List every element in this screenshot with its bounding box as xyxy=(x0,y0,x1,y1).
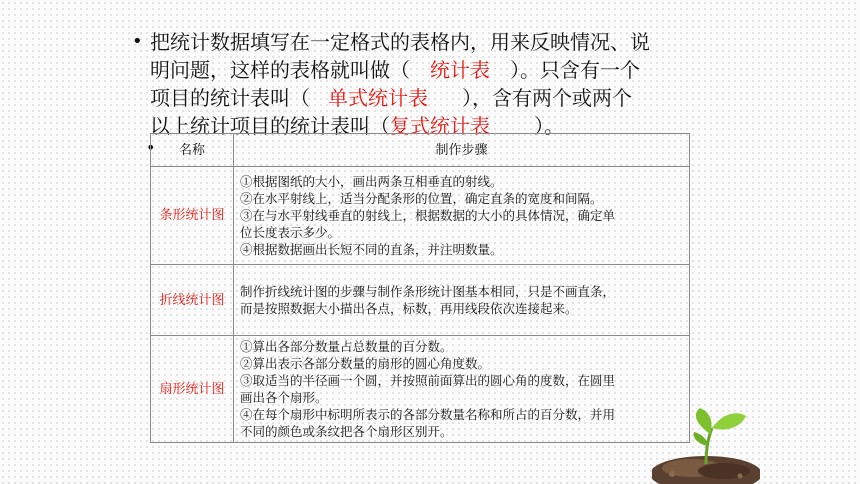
bullet-dot-icon: • xyxy=(146,138,156,157)
row-steps-pie-chart: ①算出各部分数量占总数量的百分数。 ②算出表示各部分数量的扇形的圆心角度数。 ③取适当的半径画一个圆，并按照前面算出的圆心角的度数，在圆里 画出各个扇形。 ④在每个扇形中标明所表示的各部分数量名称和所占的百分数，并用 不同的颜色或条纹把各个扇形区别开。 xyxy=(234,336,690,443)
table-row xyxy=(151,265,690,336)
row-steps-bar-chart: ①根据图纸的大小，画出两条互相垂直的射线。 ②在水平射线上，适当分配条形的位置，确定直条的宽度和间隔。 ③在与水平射线垂直的射线上，根据数据的大小的具体情况，确定单 位长度表示多少。 ④根据数据画出长短不同的直条，并注明数量。 xyxy=(234,167,690,265)
row-name-line-chart: 折线统计图 xyxy=(151,265,234,336)
intro-line-4: 以上统计项目的统计表叫（复式统计表 ）。 xyxy=(150,114,564,138)
answer-statistical-table: 统计表 xyxy=(430,58,490,82)
intro-paragraph xyxy=(132,28,730,140)
answer-simple-table: 单式统计表 xyxy=(328,86,428,110)
seedling-icon xyxy=(652,398,760,484)
table-row xyxy=(151,336,690,443)
header-name: 名称 xyxy=(151,134,234,167)
answer-compound-table: 复式统计表 xyxy=(390,114,490,138)
intro-line-1: 把统计数据填写在一定格式的表格内，用来反映情况、说 xyxy=(150,30,650,54)
table-row xyxy=(151,167,690,265)
chart-steps-table xyxy=(150,133,690,443)
bullet-dot-icon: • xyxy=(132,31,143,52)
row-name-bar-chart: 条形统计图 xyxy=(151,167,234,265)
table-header-row xyxy=(151,134,690,167)
intro-line-3: 项目的统计表叫（ 单式统计表 ），含有两个或两个 xyxy=(150,86,632,110)
row-name-pie-chart: 扇形统计图 xyxy=(151,336,234,443)
intro-line-2: 明问题，这样的表格就叫做（ 统计表 ）。只含有一个 xyxy=(150,58,640,82)
row-steps-line-chart: 制作折线统计图的步骤与制作条形统计图基本相同，只是不画直条， 而是按照数据大小描出各点，标数，再用线段依次连接起来。 xyxy=(234,265,690,336)
header-steps: 制作步骤 xyxy=(234,134,690,167)
